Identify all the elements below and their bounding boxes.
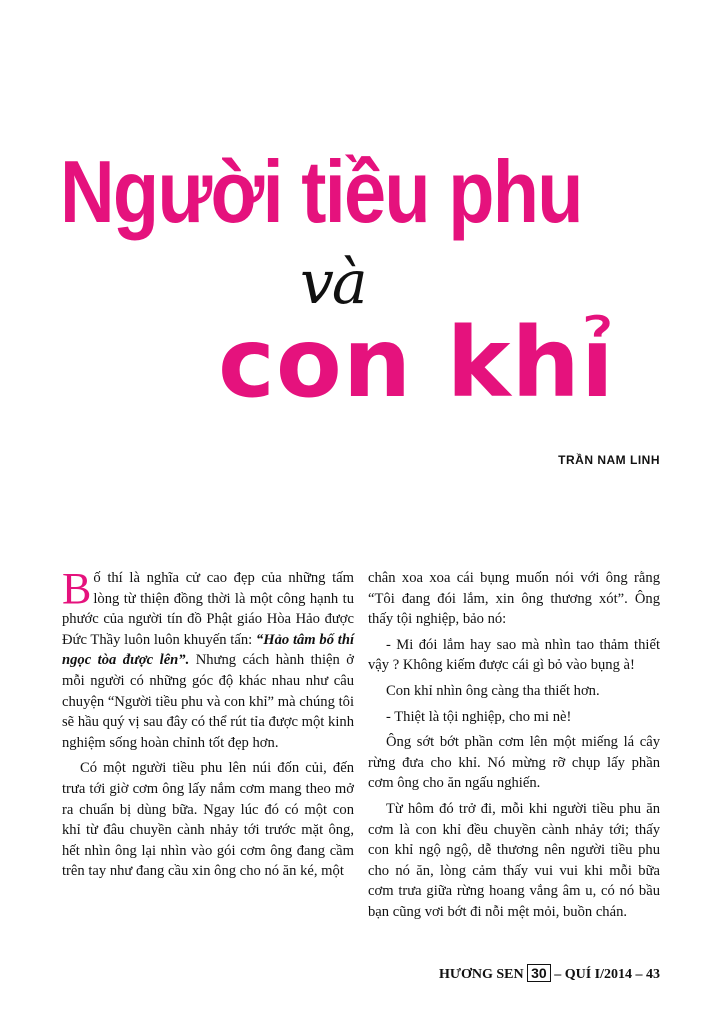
drop-cap: B bbox=[62, 564, 92, 613]
issue-period: – QUÍ I/2014 – bbox=[554, 967, 643, 982]
title-line-1: Người tiều phu bbox=[60, 142, 582, 241]
issue-number-badge: 30 bbox=[527, 964, 551, 982]
page-footer bbox=[439, 964, 660, 983]
paragraph bbox=[62, 564, 354, 753]
article-column-right bbox=[368, 568, 660, 923]
article-column-left bbox=[62, 564, 354, 882]
magazine-name: HƯƠNG SEN bbox=[438, 967, 524, 982]
paragraph-text: ố thí là nghĩa cử cao đẹp của những tấm lòng từ thiện đồng thời là một công hạnh tu phước của người tín đồ Phật giáo Hòa Hảo được Đức Thầy luôn luôn khuyến tấn: bbox=[62, 570, 354, 648]
quote-emphasis: “Hảo tâm bố thí ngọc tòa được lên”. bbox=[62, 631, 354, 669]
title-connector: và bbox=[300, 248, 366, 318]
paragraph: - Thiệt là tội nghiệp, cho mi nè! bbox=[386, 708, 572, 725]
paragraph: chân xoa xoa cái bụng muốn nói với ông rằng “Tôi đang đói lắm, xin ông thương xót”. Ông thấy tội nghiệp, bảo nó: bbox=[368, 570, 660, 628]
paragraph: - Mi đói lắm hay sao mà nhìn tao thảm thiết vậy ? Không kiếm được cái gì bỏ vào bụng à! bbox=[368, 636, 660, 674]
paragraph: Ông sớt bớt phần cơm lên một miếng lá cây rừng đưa cho khỉ. Nó mừng rỡ chụp lấy phần cơm ông cho ăn ngấu nghiến. bbox=[368, 734, 660, 792]
paragraph: Có một người tiều phu lên núi đốn củi, đến trưa tới giờ cơm ông lấy nắm cơm mang theo mở ra chuẩn bị dùng bữa. Ngay lúc đó có một con khỉ từ đâu chuyền cành nhảy tới trước mặt ông, hết nhìn ông lại nhìn vào gói cơm ông đang cầm trên tay như đang cầu xin ông cho nó ăn ké, một bbox=[62, 760, 354, 880]
paragraph: Từ hôm đó trở đi, mỗi khi người tiều phu ăn cơm là con khỉ đều chuyền cành nhảy tới; thấy con khỉ ngộ ngộ, dễ thương nên người tiều phu cho nó ăn, lòng cảm thấy vui vui khi mỗi bữa cơm trưa giữa rừng hoang vắng âm u, có nó bầu bạn cũng vơi bớt đi nỗi mệt mỏi, buồn chán. bbox=[368, 800, 660, 920]
title-line-2: con khỉ bbox=[218, 307, 615, 419]
page-number: 43 bbox=[646, 967, 660, 982]
author-byline: TRẦN NAM LINH bbox=[558, 453, 660, 467]
paragraph-text: Nhưng cách hành thiện ở mỗi người có những góc độ khác nhau như câu chuyện “Người tiều phu và con khỉ” mà chúng tôi sẽ hầu quý vị sau đây có thể rút tỉa được một kinh nghiệm sống hoàn chỉnh tốt đẹp hơn. bbox=[62, 652, 354, 751]
paragraph: Con khỉ nhìn ông càng tha thiết hơn. bbox=[386, 682, 600, 699]
